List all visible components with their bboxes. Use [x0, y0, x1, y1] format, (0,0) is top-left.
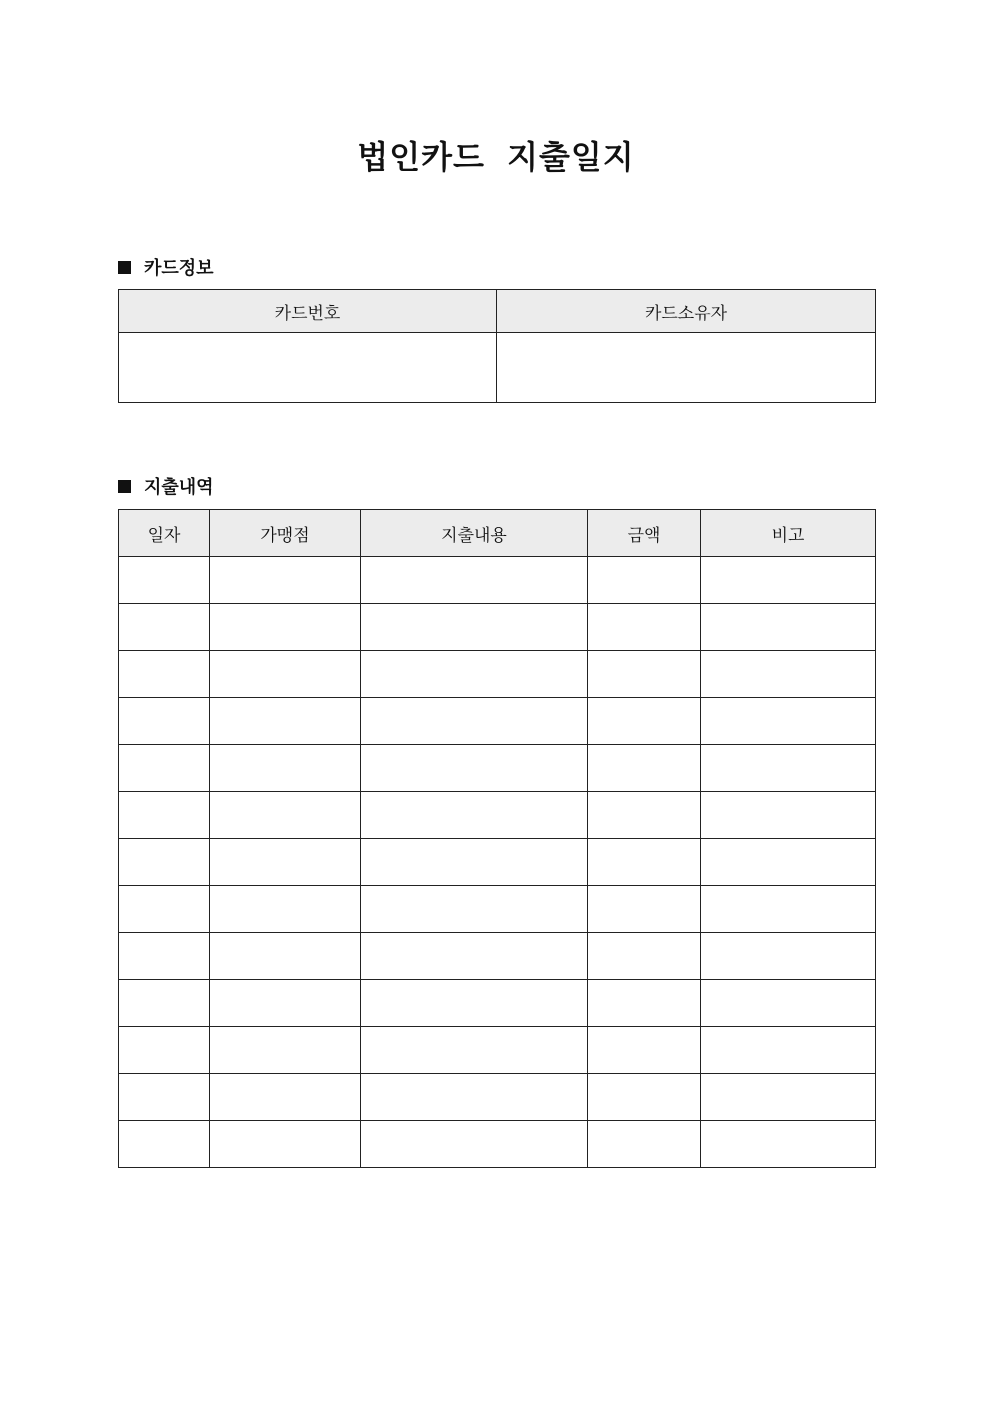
expense-table-body — [119, 557, 876, 1168]
amount-cell[interactable] — [588, 604, 701, 651]
header-card-number: 카드번호 — [119, 290, 497, 333]
description-cell[interactable] — [361, 1121, 588, 1168]
amount-cell[interactable] — [588, 651, 701, 698]
description-cell[interactable] — [361, 792, 588, 839]
amount-cell[interactable] — [588, 1027, 701, 1074]
note-cell[interactable] — [701, 604, 876, 651]
table-row — [119, 557, 876, 604]
note-cell[interactable] — [701, 792, 876, 839]
header-note: 비고 — [701, 510, 876, 557]
card-owner-cell[interactable] — [497, 333, 876, 403]
header-date: 일자 — [119, 510, 210, 557]
card-info-table — [118, 289, 876, 403]
description-cell[interactable] — [361, 745, 588, 792]
date-cell[interactable] — [119, 839, 210, 886]
merchant-cell[interactable] — [210, 886, 361, 933]
merchant-cell[interactable] — [210, 1074, 361, 1121]
description-cell[interactable] — [361, 604, 588, 651]
merchant-cell[interactable] — [210, 1027, 361, 1074]
merchant-cell[interactable] — [210, 980, 361, 1027]
note-cell[interactable] — [701, 1027, 876, 1074]
table-row — [119, 745, 876, 792]
date-cell[interactable] — [119, 886, 210, 933]
card-info-value-row — [119, 333, 876, 403]
card-info-heading-label: 카드정보 — [144, 258, 214, 279]
table-row — [119, 980, 876, 1027]
expense-heading — [118, 473, 214, 499]
note-cell[interactable] — [701, 698, 876, 745]
description-cell[interactable] — [361, 698, 588, 745]
date-cell[interactable] — [119, 1027, 210, 1074]
date-cell[interactable] — [119, 604, 210, 651]
table-row — [119, 933, 876, 980]
note-cell[interactable] — [701, 557, 876, 604]
date-cell[interactable] — [119, 1121, 210, 1168]
merchant-cell[interactable] — [210, 557, 361, 604]
merchant-cell[interactable] — [210, 651, 361, 698]
note-cell[interactable] — [701, 1121, 876, 1168]
table-row — [119, 651, 876, 698]
date-cell[interactable] — [119, 980, 210, 1027]
page-title: 법인카드 지출일지 — [357, 138, 635, 176]
note-cell[interactable] — [701, 886, 876, 933]
merchant-cell[interactable] — [210, 745, 361, 792]
description-cell[interactable] — [361, 651, 588, 698]
expense-header-row — [119, 510, 876, 557]
description-cell[interactable] — [361, 1074, 588, 1121]
header-description: 지출내용 — [361, 510, 588, 557]
amount-cell[interactable] — [588, 839, 701, 886]
merchant-cell[interactable] — [210, 839, 361, 886]
card-number-cell[interactable] — [119, 333, 497, 403]
description-cell[interactable] — [361, 557, 588, 604]
description-cell[interactable] — [361, 1027, 588, 1074]
square-bullet-icon — [118, 261, 131, 274]
table-row — [119, 792, 876, 839]
amount-cell[interactable] — [588, 698, 701, 745]
table-row — [119, 1121, 876, 1168]
table-row — [119, 839, 876, 886]
date-cell[interactable] — [119, 792, 210, 839]
date-cell[interactable] — [119, 557, 210, 604]
merchant-cell[interactable] — [210, 792, 361, 839]
description-cell[interactable] — [361, 886, 588, 933]
amount-cell[interactable] — [588, 557, 701, 604]
expense-table — [118, 509, 876, 1168]
amount-cell[interactable] — [588, 886, 701, 933]
table-row — [119, 886, 876, 933]
note-cell[interactable] — [701, 980, 876, 1027]
date-cell[interactable] — [119, 651, 210, 698]
card-info-heading — [118, 254, 214, 280]
note-cell[interactable] — [701, 839, 876, 886]
square-bullet-icon — [118, 480, 131, 493]
note-cell[interactable] — [701, 745, 876, 792]
date-cell[interactable] — [119, 1074, 210, 1121]
amount-cell[interactable] — [588, 745, 701, 792]
card-info-header-row — [119, 290, 876, 333]
merchant-cell[interactable] — [210, 604, 361, 651]
merchant-cell[interactable] — [210, 698, 361, 745]
date-cell[interactable] — [119, 698, 210, 745]
note-cell[interactable] — [701, 651, 876, 698]
header-amount: 금액 — [588, 510, 701, 557]
table-row — [119, 698, 876, 745]
amount-cell[interactable] — [588, 792, 701, 839]
description-cell[interactable] — [361, 980, 588, 1027]
merchant-cell[interactable] — [210, 933, 361, 980]
table-row — [119, 1074, 876, 1121]
amount-cell[interactable] — [588, 1121, 701, 1168]
amount-cell[interactable] — [588, 980, 701, 1027]
date-cell[interactable] — [119, 933, 210, 980]
merchant-cell[interactable] — [210, 1121, 361, 1168]
amount-cell[interactable] — [588, 933, 701, 980]
date-cell[interactable] — [119, 745, 210, 792]
amount-cell[interactable] — [588, 1074, 701, 1121]
header-merchant: 가맹점 — [210, 510, 361, 557]
description-cell[interactable] — [361, 839, 588, 886]
note-cell[interactable] — [701, 1074, 876, 1121]
table-row — [119, 604, 876, 651]
table-row — [119, 1027, 876, 1074]
expense-heading-label: 지출내역 — [144, 477, 214, 498]
description-cell[interactable] — [361, 933, 588, 980]
note-cell[interactable] — [701, 933, 876, 980]
header-card-owner: 카드소유자 — [497, 290, 876, 333]
